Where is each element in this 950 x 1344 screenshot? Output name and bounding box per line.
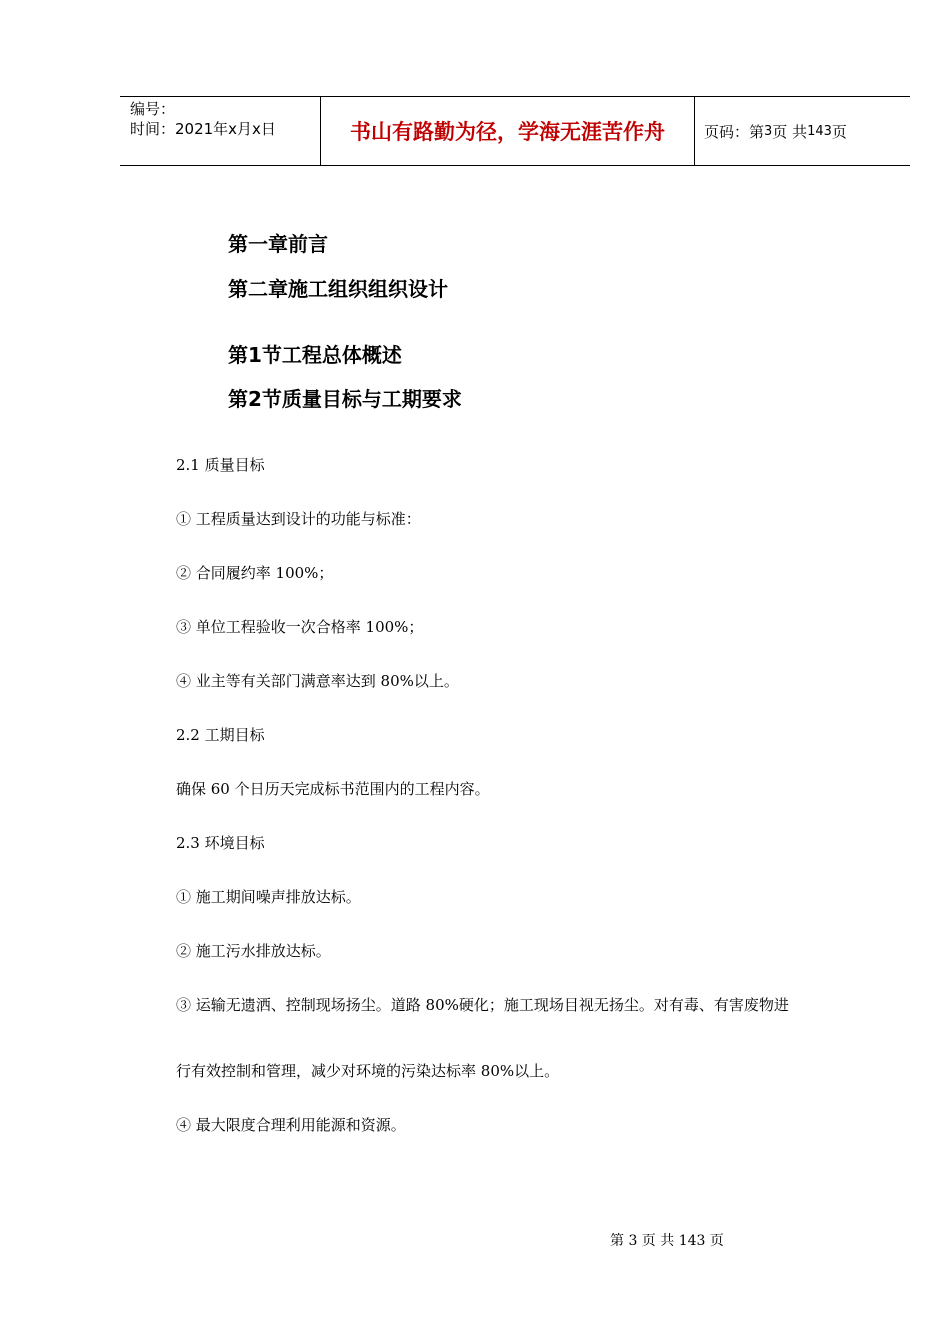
time-label: 时间：2021年x月x日 <box>130 120 276 138</box>
environment-item-2: ② 施工污水排放达标。 <box>176 942 331 960</box>
page-suffix: 页 <box>831 122 847 141</box>
quality-item-1: ① 工程质量达到设计的功能与标准： <box>176 510 421 528</box>
section-2-heading: 第2节质量目标与工期要求 <box>228 387 462 411</box>
subsection-2-3-title: 2.3 环境目标 <box>176 834 265 852</box>
schedule-text: 确保 60 个日历天完成标书范围内的工程内容。 <box>176 780 490 798</box>
subsection-2-1-title: 2.1 质量目标 <box>176 456 265 474</box>
page-number: 3 <box>764 123 773 139</box>
chapter-2-heading: 第二章施工组织组织设计 <box>228 277 448 301</box>
page-prefix: 页码：第 <box>704 122 765 141</box>
quality-item-2: ② 合同履约率 100%； <box>176 564 334 582</box>
environment-item-3-line-1: ③ 运输无遗洒、控制现场扬尘。道路 80%硬化；施工现场目视无扬尘。对有毒、有害废物进 <box>176 996 789 1014</box>
page-footer: 第 3 页 共 143 页 <box>610 1233 724 1249</box>
chapter-1-heading: 第一章前言 <box>228 232 328 256</box>
header-meta-cell <box>120 97 321 165</box>
quality-item-3: ③ 单位工程验收一次合格率 100%； <box>176 618 424 636</box>
page-mid: 页 共 <box>772 122 808 141</box>
page-header <box>120 96 910 166</box>
page-total: 143 <box>807 123 832 139</box>
header-motto-cell <box>321 97 695 165</box>
header-page-cell <box>695 97 910 165</box>
motto-text: 书山有路勤为径，学海无涯苦作舟 <box>350 119 665 144</box>
environment-item-4: ④ 最大限度合理利用能源和资源。 <box>176 1116 406 1134</box>
number-label: 编号： <box>130 100 176 118</box>
section-1-heading: 第1节工程总体概述 <box>228 343 402 367</box>
subsection-2-2-title: 2.2 工期目标 <box>176 726 265 744</box>
environment-item-3-line-2: 行有效控制和管理，减少对环境的污染达标率 80%以上。 <box>176 1062 560 1080</box>
environment-item-1: ① 施工期间噪声排放达标。 <box>176 888 361 906</box>
quality-item-4: ④ 业主等有关部门满意率达到 80%以上。 <box>176 672 459 690</box>
